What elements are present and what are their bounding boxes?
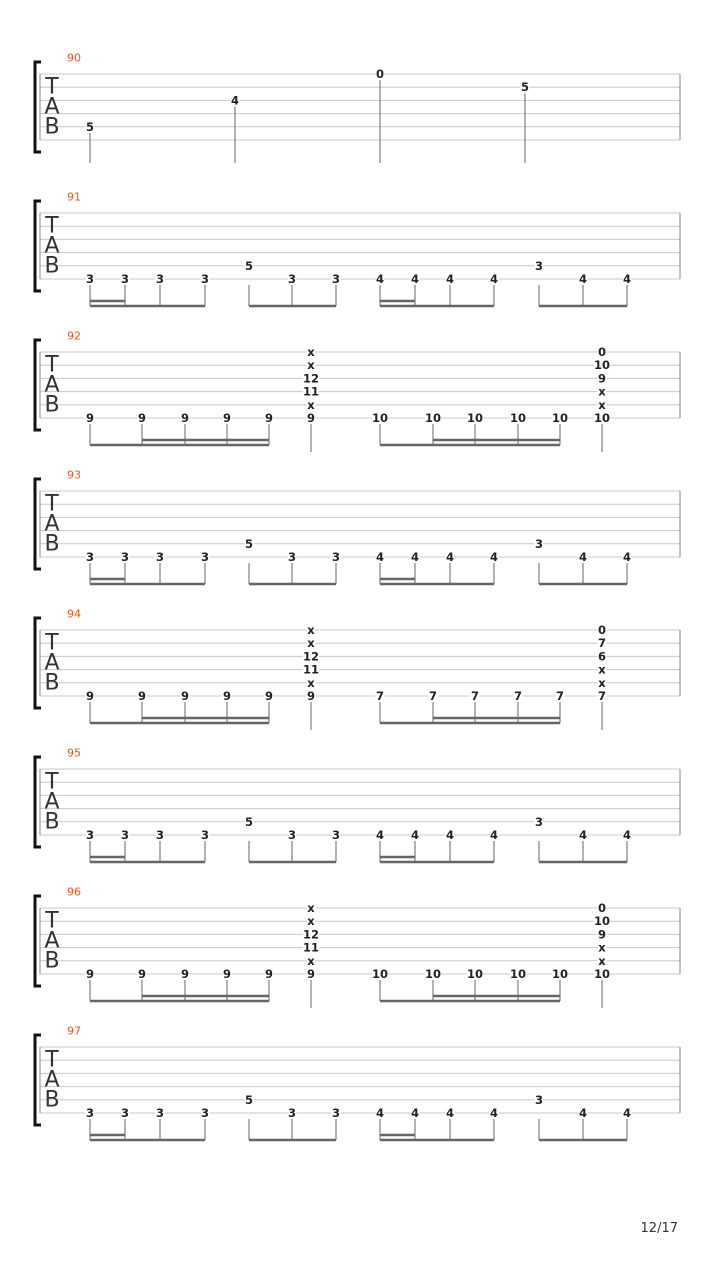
tab-clef-letter: B [44,392,60,418]
fret-number: 4 [578,272,588,286]
fret-number: 4 [375,828,385,842]
fret-number: 3 [534,814,544,829]
tab-system-94 [35,608,680,731]
fret-number: 3 [287,272,297,286]
fret-number: 12 [302,927,320,942]
fret-number: 9 [180,967,190,981]
fret-number: 9 [222,689,232,703]
fret-number: 4 [230,93,240,108]
fret-number: 9 [597,927,607,942]
fret-number: 3 [200,828,210,842]
tab-clef-letter: T [45,213,59,239]
fret-number: 4 [410,550,420,564]
tab-system-92 [35,330,680,453]
fret-number: 0 [597,901,607,915]
tab-clef-letter: B [44,948,60,974]
tab-clef-letter: T [45,491,59,517]
fret-number: 11 [302,940,320,955]
tab-clef-letter: A [44,233,60,259]
fret-number: 10 [509,967,527,981]
fret-number: x [307,901,315,915]
fret-number: x [307,358,315,373]
tab-clef-letter: T [45,1047,59,1073]
tab-clef-letter: A [44,650,60,676]
fret-number: x [307,397,315,412]
fret-number: 3 [331,828,341,842]
fret-number: 7 [597,689,607,703]
fret-number: 10 [593,358,611,373]
measure-number: 92 [67,329,81,343]
fret-number: 3 [200,550,210,564]
fret-number: 0 [597,345,607,359]
fret-number: 4 [410,828,420,842]
fret-number: 3 [200,1106,210,1120]
fret-number: 4 [489,828,499,842]
fret-number: 5 [520,80,530,95]
fret-number: 3 [534,258,544,273]
fret-number: x [598,662,606,677]
fret-number: 9 [306,689,316,703]
fret-number: 4 [445,550,455,564]
fret-number: x [598,675,606,690]
tab-clef-letter: A [44,789,60,815]
fret-number: x [307,636,315,651]
fret-number: 10 [593,411,611,425]
fret-number: 3 [155,828,165,842]
fret-number: 3 [120,272,130,286]
tab-system-95 [35,747,680,863]
measure-number: 95 [67,746,81,760]
tab-system-96 [35,886,680,1009]
fret-number: 4 [445,828,455,842]
fret-number: 9 [137,411,147,425]
fret-number: 4 [489,550,499,564]
fret-number: 3 [120,550,130,564]
fret-number: 3 [85,550,95,564]
fret-number: 4 [375,272,385,286]
fret-number: 11 [302,384,320,399]
tab-clef-letter: T [45,352,59,378]
fret-number: 9 [264,411,274,425]
fret-number: x [598,384,606,399]
fret-number: 4 [445,1106,455,1120]
fret-number: 10 [424,411,442,425]
fret-number: 3 [534,536,544,551]
fret-number: 7 [513,689,523,703]
fret-number: 3 [331,1106,341,1120]
fret-number: 10 [466,967,484,981]
fret-number: 3 [331,550,341,564]
fret-number: x [307,953,315,968]
tab-clef-letter: T [45,630,59,656]
fret-number: x [307,675,315,690]
fret-number: 10 [551,411,569,425]
tab-clef-letter: B [44,114,60,140]
fret-number: 7 [597,636,607,651]
fret-number: x [598,953,606,968]
fret-number: 4 [489,1106,499,1120]
fret-number: 10 [593,914,611,929]
tab-clef-letter: T [45,769,59,795]
fret-number: 3 [85,828,95,842]
fret-number: 4 [375,550,385,564]
tab-clef-letter: B [44,1087,60,1113]
fret-number: 0 [375,67,385,81]
fret-number: 9 [264,689,274,703]
tab-clef-letter: A [44,1067,60,1093]
fret-number: 10 [466,411,484,425]
tab-clef-letter: T [45,74,59,100]
measure-number: 96 [67,885,81,899]
fret-number: 5 [244,814,254,829]
fret-number: x [307,623,315,637]
fret-number: 3 [155,272,165,286]
fret-number: 9 [85,967,95,981]
fret-number: 9 [180,411,190,425]
fret-number: 9 [137,689,147,703]
fret-number: 4 [622,550,632,564]
fret-number: 3 [287,828,297,842]
fret-number: 5 [244,258,254,273]
fret-number: 7 [375,689,385,703]
fret-number: 3 [331,272,341,286]
fret-number: 3 [200,272,210,286]
fret-number: 10 [371,967,389,981]
fret-number: 4 [622,272,632,286]
fret-number: 4 [445,272,455,286]
fret-number: 4 [622,1106,632,1120]
fret-number: x [307,914,315,929]
fret-number: 3 [85,272,95,286]
fret-number: 4 [410,272,420,286]
fret-number: 5 [244,1092,254,1107]
fret-number: 4 [578,550,588,564]
page-number: 12/17 [640,1221,678,1236]
measure-number: 93 [67,468,81,482]
fret-number: 9 [306,967,316,981]
tab-system-93 [35,469,680,585]
fret-number: 9 [222,967,232,981]
fret-number: 4 [489,272,499,286]
measure-number: 91 [67,190,81,204]
measure-number: 94 [67,607,81,621]
tab-system-97 [35,1025,680,1141]
fret-number: 3 [120,1106,130,1120]
fret-number: 9 [85,411,95,425]
tab-clef-letter: B [44,253,60,279]
fret-number: 3 [155,550,165,564]
fret-number: 7 [470,689,480,703]
fret-number: 10 [424,967,442,981]
fret-number: 9 [137,967,147,981]
tab-clef-letter: A [44,372,60,398]
fret-number: 9 [597,371,607,386]
fret-number: 3 [287,1106,297,1120]
fret-number: 10 [593,967,611,981]
fret-number: x [598,397,606,412]
tab-system-90 [35,52,680,164]
fret-number: 9 [264,967,274,981]
fret-number: 9 [85,689,95,703]
tab-clef-letter: B [44,809,60,835]
fret-number: 5 [244,536,254,551]
fret-number: 3 [85,1106,95,1120]
fret-number: 4 [622,828,632,842]
fret-number: 6 [597,649,607,664]
fret-number: x [598,940,606,955]
fret-number: 4 [578,828,588,842]
fret-number: 12 [302,649,320,664]
fret-number: 9 [222,411,232,425]
fret-number: 10 [509,411,527,425]
measure-number: 90 [67,51,81,65]
fret-number: 12 [302,371,320,386]
fret-number: 10 [551,967,569,981]
tab-clef-letter: A [44,511,60,537]
fret-number: 10 [371,411,389,425]
tab-clef-letter: T [45,908,59,934]
fret-number: 0 [597,623,607,637]
measure-number: 97 [67,1024,81,1038]
fret-number: 3 [534,1092,544,1107]
tab-clef-letter: A [44,928,60,954]
fret-number: x [307,345,315,359]
fret-number: 5 [85,119,95,134]
fret-number: 4 [375,1106,385,1120]
fret-number: 9 [306,411,316,425]
tab-clef-letter: A [44,94,60,120]
fret-number: 3 [287,550,297,564]
fret-number: 4 [578,1106,588,1120]
tab-clef-letter: B [44,531,60,557]
fret-number: 7 [428,689,438,703]
fret-number: 3 [155,1106,165,1120]
fret-number: 4 [410,1106,420,1120]
fret-number: 11 [302,662,320,677]
fret-number: 3 [120,828,130,842]
tab-system-91 [35,191,680,307]
tab-clef-letter: B [44,670,60,696]
fret-number: 7 [555,689,565,703]
fret-number: 9 [180,689,190,703]
